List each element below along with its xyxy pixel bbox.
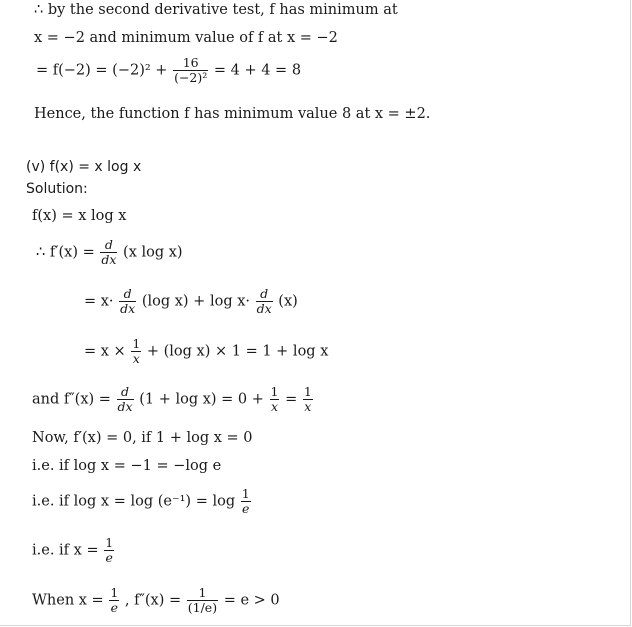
fraction: $\frac{1}{x}$: [303, 384, 312, 414]
fraction: $\frac{1}{(1/e)}$: [187, 585, 218, 615]
second-derivative-evaluation: When x = $\frac{1}{e}$ , f″(x) = $\frac{1}{(1/e)}$ = e > 0: [32, 585, 280, 615]
fraction: $\frac{1}{x}$: [132, 336, 141, 366]
fraction: $\frac{d}{dx}$: [120, 286, 136, 316]
minimum-value-calc: = f(−2) = (−2)² + $\frac{16}{\text{(−2)²}}$ = 4 + 4 = 8: [36, 55, 302, 85]
part-header: (v) f(x) = x log x: [26, 159, 142, 175]
first-derivative-line: ∴ f′(x) = $\frac{d}{dx}$ (x log x): [36, 237, 183, 267]
fraction: $\frac{d}{dx}$: [117, 384, 133, 414]
critical-point-line: i.e. if x = $\frac{1}{e}$: [32, 535, 114, 565]
product-rule-line: = x· $\frac{d}{dx}$ (log x) + log x· $\frac{d}{dx}$ (x): [84, 286, 298, 316]
fraction: $\frac{16}{\text{(−2)²}}$: [174, 55, 208, 85]
minimum-point-line: x = −2 and minimum value of f at x = −2: [34, 30, 338, 46]
fraction: $\frac{1}{x}$: [270, 384, 279, 414]
critical-point-condition: Now, f′(x) = 0, if 1 + log x = 0: [32, 430, 253, 446]
second-derivative-line: and f″(x) = $\frac{d}{dx}$ (1 + log x) = 0 + $\frac{1}{x}$ = $\frac{1}{x}$: [32, 384, 312, 414]
fraction: $\frac{1}{e}$: [110, 585, 119, 615]
solution-label: Solution:: [26, 181, 88, 197]
fraction: $\frac{1}{e}$: [241, 486, 250, 516]
conclusion-line: ∴ by the second derivative test, f has minimum at: [34, 2, 398, 18]
fraction: $\frac{1}{e}$: [105, 535, 114, 565]
fraction: $\frac{d}{dx}$: [101, 237, 117, 267]
function-definition: f(x) = x log x: [32, 208, 127, 224]
log-equivalence-line: i.e. if log x = log (e⁻¹) = log $\frac{1}{e}$: [32, 486, 250, 516]
log-equation-line: i.e. if log x = −1 = −log e: [32, 458, 222, 474]
simplified-derivative-line: = x × $\frac{1}{x}$ + (log x) × 1 = 1 + log x: [84, 336, 329, 366]
fraction: $\frac{d}{dx}$: [256, 286, 272, 316]
hence-line: Hence, the function f has minimum value 8 at x = ±2.: [34, 106, 431, 122]
